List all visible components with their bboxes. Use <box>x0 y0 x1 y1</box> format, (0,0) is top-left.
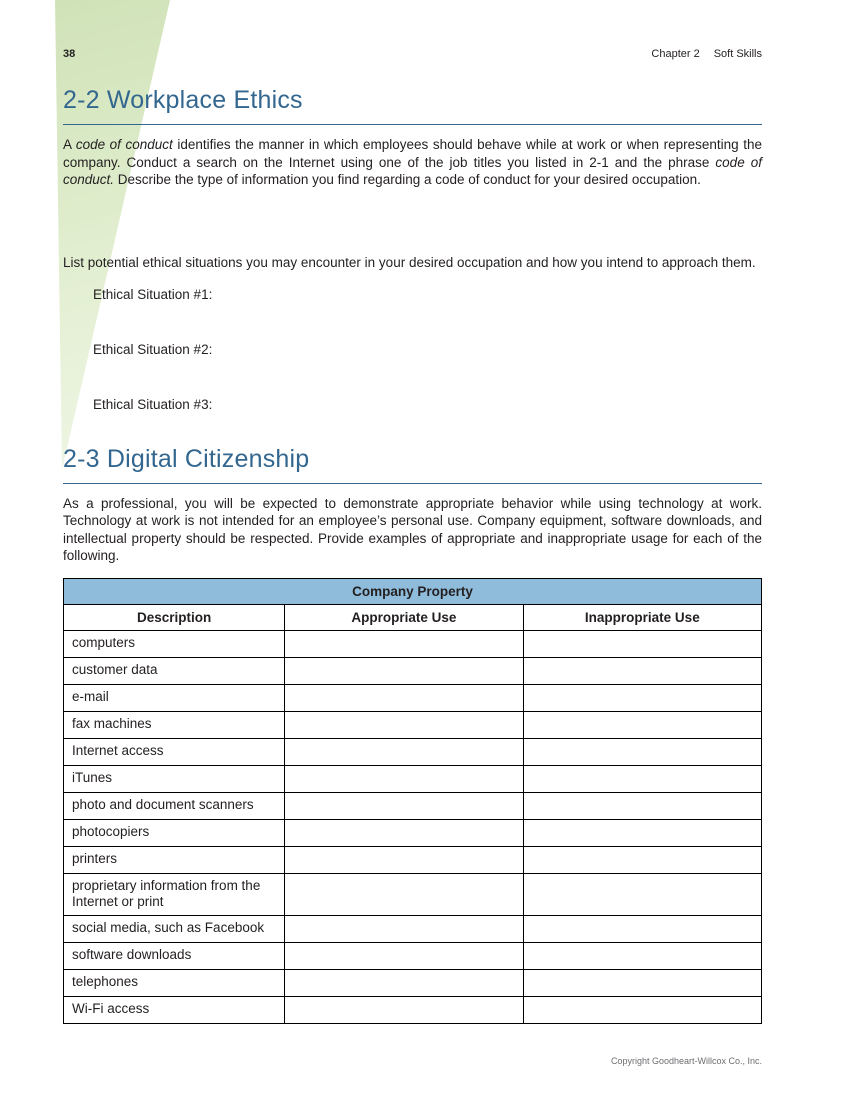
intro-segment: identifies the manner in which employees should behave while at work or when representing the company. Conduct a search on the Internet using one of the job titles you listed in 2-1 and the phrase <box>63 137 762 170</box>
table-row <box>64 996 762 1023</box>
appropriate-use-blank-cell <box>285 915 523 942</box>
table-row <box>64 738 762 765</box>
row-description: social media, such as Facebook <box>64 915 285 942</box>
appropriate-use-blank-cell <box>285 819 523 846</box>
appropriate-use-blank-cell <box>285 969 523 996</box>
ethical-situation-3-label: Ethical Situation #3: <box>93 397 213 412</box>
inappropriate-use-blank-cell <box>523 969 761 996</box>
table-title-row <box>64 578 762 604</box>
table-column-header-row <box>64 604 762 630</box>
row-description: fax machines <box>64 711 285 738</box>
appropriate-use-blank-cell <box>285 630 523 657</box>
ethical-situations-list <box>63 286 762 414</box>
table-row <box>64 630 762 657</box>
table-title: Company Property <box>64 578 762 604</box>
appropriate-use-blank-cell <box>285 765 523 792</box>
appropriate-use-blank-cell <box>285 738 523 765</box>
inappropriate-use-blank-cell <box>523 657 761 684</box>
row-description: proprietary information from the Internet or print <box>64 873 285 915</box>
workplace-ethics-intro <box>63 136 762 189</box>
table-row <box>64 684 762 711</box>
appropriate-use-blank-cell <box>285 657 523 684</box>
inappropriate-use-blank-cell <box>523 738 761 765</box>
appropriate-use-blank-cell <box>285 846 523 873</box>
page-header <box>63 0 762 60</box>
ethical-situation-2-label: Ethical Situation #2: <box>93 342 213 357</box>
intro-italic-phrase: code of conduct <box>75 137 173 152</box>
row-description: telephones <box>64 969 285 996</box>
inappropriate-use-blank-cell <box>523 792 761 819</box>
running-header-title: Soft Skills <box>713 48 762 60</box>
row-description: photo and document scanners <box>64 792 285 819</box>
section-title-workplace-ethics: 2-2 Workplace Ethics <box>63 86 762 125</box>
row-description: photocopiers <box>64 819 285 846</box>
table-row <box>64 915 762 942</box>
table-row <box>64 765 762 792</box>
row-description: Wi-Fi access <box>64 996 285 1023</box>
table-row <box>64 969 762 996</box>
copyright-footer: Copyright Goodheart-Willcox Co., Inc. <box>610 1056 762 1066</box>
table-row <box>64 711 762 738</box>
row-description: iTunes <box>64 765 285 792</box>
table-row <box>64 942 762 969</box>
row-description: Internet access <box>64 738 285 765</box>
table-row <box>64 846 762 873</box>
digital-citizenship-intro: As a professional, you will be expected to demonstrate appropriate behavior while using technology at work. Technology at work is not intended for an employee’s personal use. Company equipment, software downloads, and intellectual property should be respected. Provide examples of appropriate and inappropriate usage for each of the following. <box>63 495 762 563</box>
page-number: 38 <box>63 48 76 60</box>
inappropriate-use-blank-cell <box>523 942 761 969</box>
running-header-chapter: Chapter 2 <box>651 48 700 60</box>
intro-italic-phrase: code of conduct. <box>63 154 762 187</box>
row-description: computers <box>64 630 285 657</box>
inappropriate-use-blank-cell <box>523 846 761 873</box>
intro-segment: Describe the type of information you find regarding a code of conduct for your desired occupation. <box>114 172 701 187</box>
appropriate-use-blank-cell <box>285 684 523 711</box>
inappropriate-use-blank-cell <box>523 684 761 711</box>
ethical-situation-1-label: Ethical Situation #1: <box>93 287 213 302</box>
row-description: software downloads <box>64 942 285 969</box>
appropriate-use-blank-cell <box>285 711 523 738</box>
column-header-appropriate-use: Appropriate Use <box>285 604 523 630</box>
row-description: customer data <box>64 657 285 684</box>
ethics-list-prompt: List potential ethical situations you may encounter in your desired occupation and how you intend to approach them. <box>63 254 756 270</box>
section-title-digital-citizenship: 2-3 Digital Citizenship <box>63 445 762 484</box>
table-row <box>64 819 762 846</box>
column-header-inappropriate-use: Inappropriate Use <box>523 604 761 630</box>
appropriate-use-blank-cell <box>285 873 523 915</box>
company-property-table <box>63 578 762 1024</box>
inappropriate-use-blank-cell <box>523 819 761 846</box>
table-row <box>64 873 762 915</box>
table-row <box>64 792 762 819</box>
appropriate-use-blank-cell <box>285 996 523 1023</box>
appropriate-use-blank-cell <box>285 792 523 819</box>
table-row <box>64 657 762 684</box>
inappropriate-use-blank-cell <box>523 873 761 915</box>
column-header-description: Description <box>64 604 285 630</box>
inappropriate-use-blank-cell <box>523 765 761 792</box>
inappropriate-use-blank-cell <box>523 630 761 657</box>
running-header <box>651 48 762 60</box>
inappropriate-use-blank-cell <box>523 915 761 942</box>
inappropriate-use-blank-cell <box>523 996 761 1023</box>
intro-segment: A <box>63 137 76 152</box>
row-description: printers <box>64 846 285 873</box>
inappropriate-use-blank-cell <box>523 711 761 738</box>
row-description: e-mail <box>64 684 285 711</box>
appropriate-use-blank-cell <box>285 942 523 969</box>
